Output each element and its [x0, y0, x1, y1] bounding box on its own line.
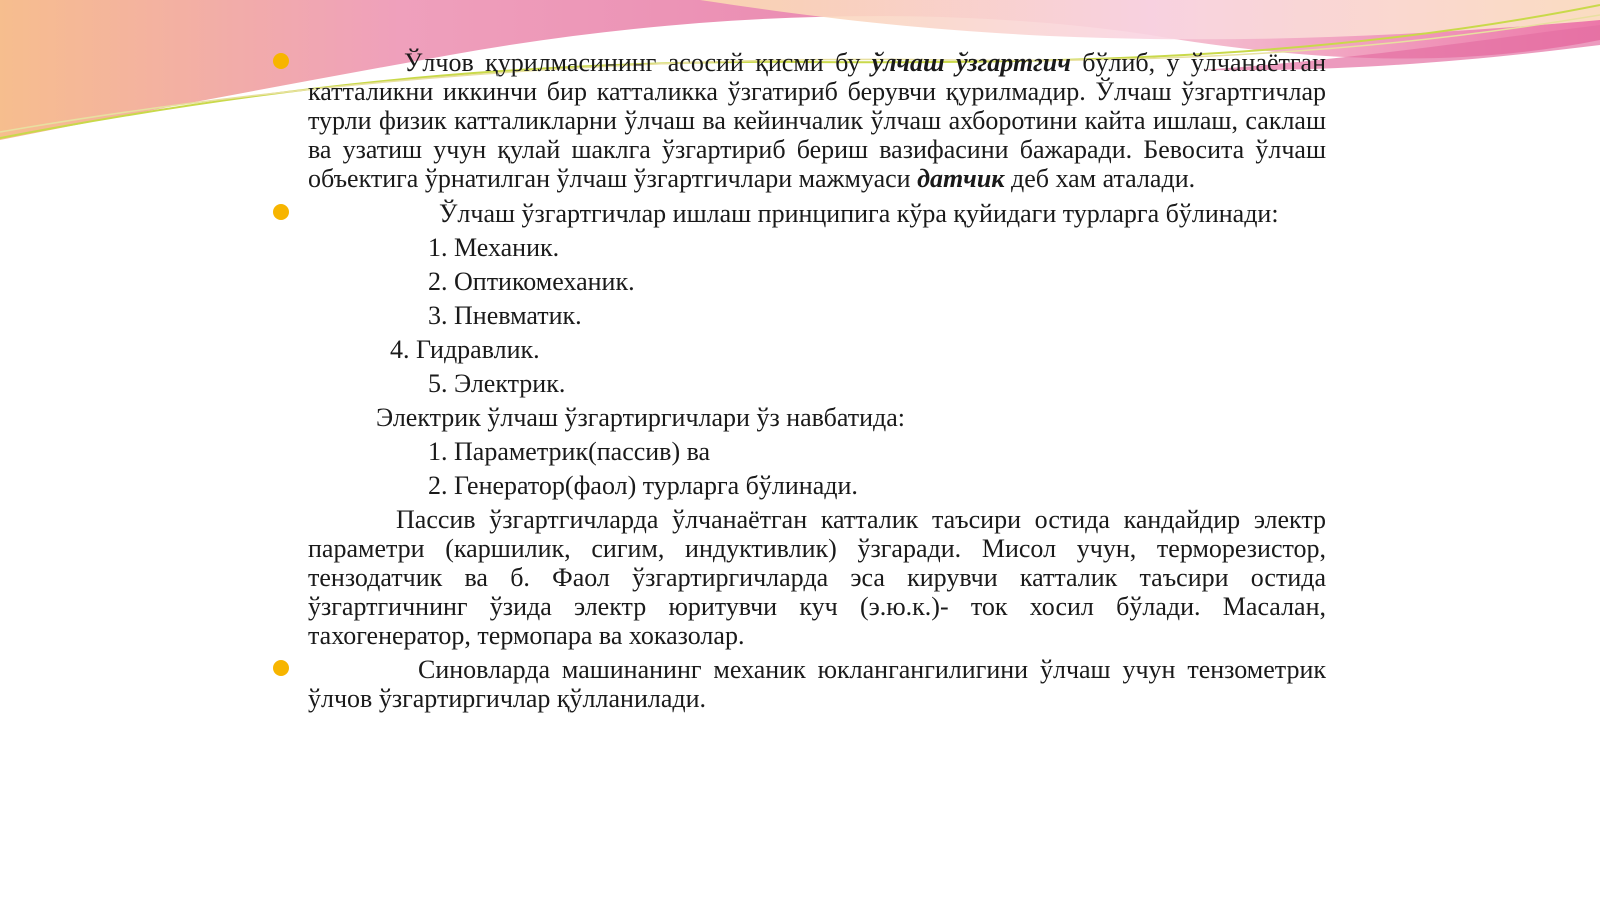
list-item: 1. Механик.	[428, 233, 560, 262]
bullet-dot-icon	[273, 204, 289, 220]
list-item: 5. Электрик.	[428, 369, 566, 398]
list-item: 4. Гидравлик.	[390, 335, 540, 364]
paragraph-1: Ўлчов қурилмасининг асосий қисми бу ўлчаш ўзгартгич бўлиб, у ўлчанаётган катталикни иккинчи бир катталикка ўзгатириб берувчи қурилмадир. Ўлчаш ўзгартгичлар турли физик катталикларни ўлчаш ва кейинчалик ўлчаш ахборотини кайта ишлаш, саклаш ва узатиш учун қулай шаклга ўзгартириб бериш вазифасини бажаради. Бевосита ўлчаш объектига ўрнатилган ўлчаш ўзгартгичлари мажмуаси датчик деб хам аталади.	[308, 48, 1326, 193]
list-item: 2. Генератор(фаол) турларга бўлинади.	[428, 471, 858, 500]
types-intro: Ўлчаш ўзгартгичлар ишлаш принципига кўра қуйидаги турларга бўлинади:	[439, 199, 1279, 228]
list-item: 3. Пневматик.	[428, 301, 582, 330]
paragraph-3: Синовларда машинанинг механик юклангангилигини ўлчаш учун тензометрик ўлчов ўзгартиргичлар қўлланилади.	[308, 655, 1326, 713]
electric-intro: Электрик ўлчаш ўзгартиргичлари ўз навбатида:	[376, 403, 905, 432]
bullet-dot-icon	[273, 53, 289, 69]
list-item: 1. Параметрик(пассив) ва	[428, 437, 711, 466]
passive-paragraph: Пассив ўзгартгичларда ўлчанаётган катталик таъсири остида кандайдир электр параметри (каршилик, сигим, индуктивлик) ўзгаради. Мисол учун, терморезистор, тензодатчик ва б. Фаол ўзгартиргичларда эса кирувчи катталик таъсири остида ўзгартгичнинг ўзида электр юритувчи куч (э.ю.к.)- ток хосил бўлади. Масалан, тахогенератор, термопара ва хоказолар.	[308, 505, 1326, 650]
bullet-dot-icon	[273, 660, 289, 676]
term-datchik: датчик	[917, 164, 1005, 193]
list-item: 2. Оптикомеханик.	[428, 267, 635, 296]
paragraph-2	[308, 199, 1326, 650]
slide-content	[308, 48, 1326, 713]
term-ulchash-uzgartgich: ўлчаш ўзгартгич	[871, 48, 1071, 77]
